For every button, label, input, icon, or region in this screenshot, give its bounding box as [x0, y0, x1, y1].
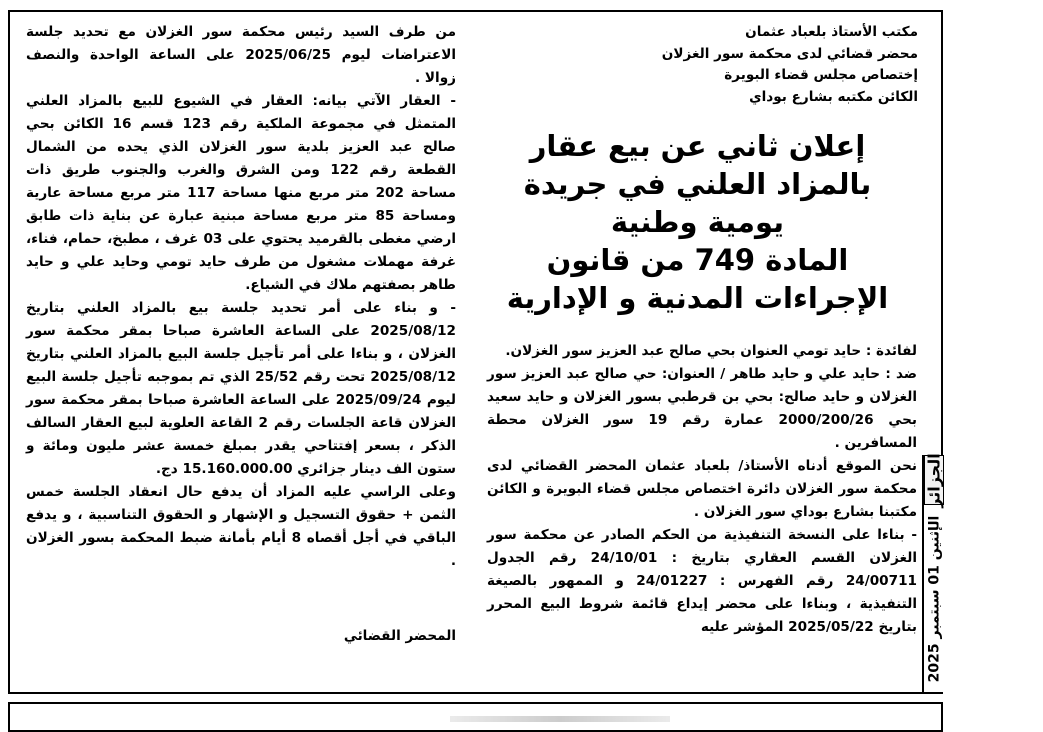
headline-line-5: الإجراءات المدنية و الإدارية	[506, 281, 889, 315]
right-column	[487, 340, 917, 639]
right-paragraph-2: ضد : حايد علي و حايد طاهر / العنوان: حي صالح عبد العزيز سور الغزلان و حايد صالح: بحي بن قرطبي بسور الغزلان و حايد سعيد بحي 2000/200/26 عمارة رقم 19 سور الغزلان محطة المسافرين .	[487, 366, 917, 451]
left-column	[26, 21, 456, 573]
newspaper-name-box	[924, 452, 944, 508]
right-paragraph-4: - بناءا على النسخة التنفيذية من الحكم الصادر عن محكمة سور الغزلان القسم العقاري بتاريخ : 24/10/01 رقم الجدول 24/00711 رقم الفهرس : 24/01227 و الممهور بالصيغة التنفيذية ، وبناءا على محضر إيداع قائمة شروط البيع المحرر بتاريخ 2025/05/22 المؤشر عليه	[487, 527, 917, 635]
office-jurisdiction: إختصاص مجلس قضاء البويرة	[724, 67, 918, 83]
office-role: محضر قضائي لدى محكمة سور الغزلان	[661, 45, 918, 62]
office-address: الكائن مكتبه بشارع بوداي	[749, 88, 918, 105]
left-paragraph-1: من طرف السيد رئيس محكمة سور الغزلان مع تحديد جلسة الاعتراضات ليوم 2025/06/25 على الساعة الواحدة والنصف زوالا .	[26, 24, 456, 86]
headline	[485, 127, 910, 317]
side-strip	[922, 452, 944, 692]
headline-line-2: بالمزاد العلني في جريدة	[523, 167, 872, 201]
next-notice-fade	[450, 716, 670, 722]
signature: المحضر القضائي	[343, 628, 456, 644]
right-paragraph-1: لفائدة : حايد تومي العنوان بحي صالح عبد العزيز سور الغزلان.	[505, 343, 917, 359]
issue-date-box	[924, 511, 944, 686]
office-name: مكتب الأستاذ بلعباد عثمان	[745, 24, 918, 40]
left-paragraph-4: وعلى الراسي عليه المزاد أن يدفع حال انعقاد الجلسة خمس الثمن + حقوق التسجيل و الإشهار و الحقوق التناسبية ، و يدفع الباقي في أجل أقصاه 8 أيام بأمانة ضبط المحكمة بسور الغزلان .	[26, 484, 456, 569]
newspaper-name: الجزائر	[924, 452, 944, 508]
left-paragraph-3: - و بناء على أمر تحديد جلسة بيع بالمزاد العلني بتاريخ 2025/08/12 على الساعة العاشرة صباحا بمقر محكمة سور الغزلان ، و بناءا على أمر تأجيل جلسة البيع بالمزاد العلني بتاريخ 2025/08/12 تحت رقم 25/52 الذي تم بموجبه تأجيل جلسة البيع ليوم 2025/09/24 على الساعة العاشرة صباحا بمقر محكمة سور الغزلان قاعة الجلسات رقم 2 القاعة العلوية لبيع العقار السالف الذكر ، بسعر إفتتاحي يقدر بمبلغ خمسة عشر مليون ومائة و ستون الف دينار جزائري 15.160.000.00 دج.	[26, 300, 456, 477]
headline-line-3: يومية وطنية	[610, 205, 785, 239]
headline-line-1: إعلان ثاني عن بيع عقار	[529, 129, 866, 163]
left-paragraph-2: - العقار الآتي بيانه: العقار في الشيوع للبيع بالمزاد العلني المتمثل في مجموعة الملكية رقم 123 قسم 16 الكائن بحي صالح عبد العزيز بلدية سور الغزلان الذي يحده من الشمال القطعة رقم 122 ومن الشرق والغرب والجنوب طريق ذات مساحة 202 متر مربع منها مساحة 117 متر مربع مساحة عارية ومساحة 85 متر مربع مساحة مبنية عبارة عن بناية ذات طابق ارضي مغطى بالقرميد يحتوي على 03 غرف ، مطبخ، حمام، فناء، غرفة مهملات مشغول من طرف حايد تومي وحايد علي و حايد طاهر بصفتهم ملاك في الشياع.	[26, 93, 457, 293]
office-header	[488, 22, 918, 108]
issue-date: الإثنين 01 سبتمبر 2025	[926, 515, 943, 682]
right-paragraph-3: نحن الموقع أدناه الأستاذ/ بلعباد عثمان المحضر القضائي لدى محكمة سور الغزلان دائرة اختصاص مجلس قضاء البويرة و الكائن مكتبنا بشارع بوداي سور الغزلان .	[487, 458, 917, 520]
headline-line-4: المادة 749 من قانون	[546, 243, 849, 277]
